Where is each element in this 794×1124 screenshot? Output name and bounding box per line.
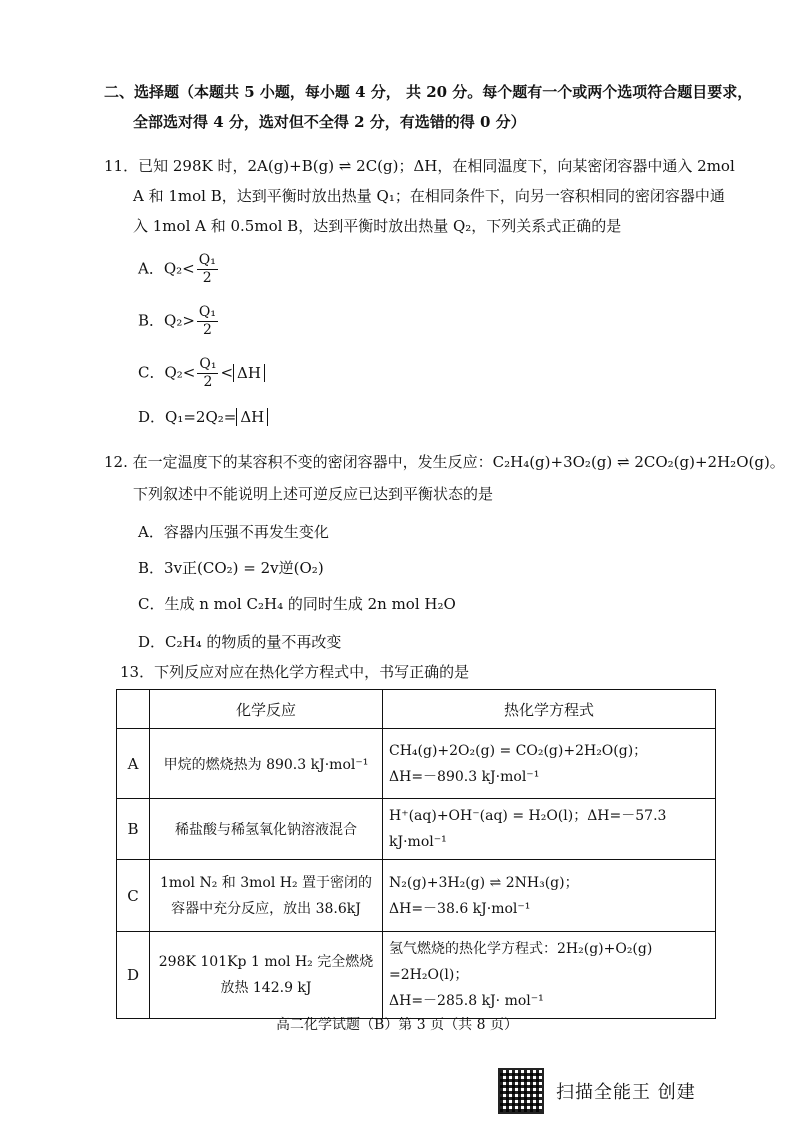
q12-stem-2: 下列叙述中不能说明上述可逆反应已达到平衡状态的是 (133, 485, 494, 503)
q12-option-c: C．生成 n mol C₂H₄ 的同时生成 2n mol H₂O (138, 595, 456, 613)
fraction-den: 2 (202, 270, 212, 286)
equation-line: N₂(g)+3H₂(g) ⇌ 2NH₃(g)； (389, 874, 579, 891)
q11-stem-2: A 和 1mol B，达到平衡时放出热量 Q₁；在相同条件下，向另一容积相同的密闭容器中通 (133, 187, 725, 205)
equation-line: H⁺(aq)+OH⁻(aq) = H₂O(l)；ΔH=－57.3 kJ·mol⁻¹ (389, 808, 667, 850)
q12-stem-1: 12. 在一定温度下的某容积不变的密闭容器中，发生反应：C₂H₄(g)+3O₂(g) ⇌ 2CO₂(g)+2H₂O(g)。 (104, 453, 785, 471)
table-row (117, 729, 716, 799)
equation-line: ΔH=－285.8 kJ· mol⁻¹ (389, 993, 544, 1009)
table-header-row (117, 690, 716, 729)
equation-line: ΔH=－890.3 kJ·mol⁻¹ (389, 768, 540, 785)
row-equation (383, 860, 716, 932)
row-reaction: 甲烷的燃烧热为 890.3 kJ·mol⁻¹ (150, 729, 383, 799)
fraction-num: Q₁ (198, 304, 216, 320)
page-footer: 高二化学试题（B）第 3 页（共 8 页） (276, 1017, 518, 1033)
fraction (197, 356, 218, 391)
q12-option-d: D．C₂H₄ 的物质的量不再改变 (138, 633, 342, 651)
q11-option-a (138, 252, 220, 287)
row-equation (383, 799, 716, 860)
equation-line: 氢气燃烧的热化学方程式：2H₂(g)+O₂(g) =2H₂O(l)； (389, 941, 653, 983)
fraction-num: Q₁ (198, 252, 216, 268)
reaction-line: 298K 101Kp 1 mol H₂ 完全燃烧 (158, 954, 374, 970)
table-header-blank (117, 690, 150, 729)
equation-line: ΔH=－38.6 kJ·mol⁻¹ (389, 900, 531, 917)
q11-option-d (138, 407, 268, 427)
q11-stem-3: 入 1mol A 和 0.5mol B，达到平衡时放出热量 Q₂，下列关系式正确的是 (133, 217, 622, 235)
reaction-line: 放热 142.9 kJ (220, 980, 312, 996)
row-option: B (117, 799, 150, 860)
q11-d-prefix: D．Q₁=2Q₂= (138, 408, 237, 426)
q12-option-a: A．容器内压强不再发生变化 (138, 523, 329, 541)
row-equation (383, 729, 716, 799)
fraction (197, 252, 218, 287)
row-option: A (117, 729, 150, 799)
abs-delta-h: ΔH (236, 408, 268, 426)
table-row (117, 860, 716, 932)
row-reaction (150, 932, 383, 1019)
qr-code-icon (498, 1068, 544, 1114)
reaction-table (116, 689, 716, 1019)
table-header-equation: 热化学方程式 (383, 690, 716, 729)
q13-stem: 13．下列反应对应在热化学方程式中，书写正确的是 (120, 663, 470, 681)
q11-stem-1: 11．已知 298K 时，2A(g)+B(g) ⇌ 2C(g)；ΔH，在相同温度下，向某密闭容器中通入 2mol (104, 157, 735, 175)
table-row (117, 932, 716, 1019)
scanner-watermark: 扫描全能王 创建 (556, 1082, 696, 1103)
q11-b-prefix: B．Q₂> (138, 311, 195, 330)
fraction (197, 304, 218, 339)
q11-a-prefix: A．Q₂< (138, 259, 195, 278)
row-option: D (117, 932, 150, 1019)
section-title: 二、选择题（本题共 5 小题，每小题 4 分， 共 20 分。每个题有一个或两个选项符合题目要求， (104, 83, 753, 101)
q12-option-b: B．3v正(CO₂) = 2v逆(O₂) (138, 559, 324, 577)
abs-delta-h: ΔH (233, 364, 265, 382)
fraction-den: 2 (202, 322, 212, 338)
row-reaction (150, 860, 383, 932)
table-row (117, 799, 716, 860)
row-equation (383, 932, 716, 1019)
reaction-line: 容器中充分反应，放出 38.6kJ (171, 900, 361, 917)
fraction-den: 2 (203, 374, 213, 390)
fraction-num: Q₁ (199, 356, 217, 372)
row-option: C (117, 860, 150, 932)
q11-option-b (138, 304, 220, 339)
section-title-line2: 全部选对得 4 分，选对但不全得 2 分，有选错的得 0 分） (133, 113, 526, 131)
q11-c-prefix: C．Q₂< (138, 363, 196, 382)
q11-option-c (138, 356, 265, 391)
row-reaction: 稀盐酸与稀氢氧化钠溶液混合 (150, 799, 383, 860)
q11-c-mid: < (220, 363, 234, 382)
equation-line: CH₄(g)+2O₂(g) = CO₂(g)+2H₂O(g)； (389, 742, 648, 759)
table-header-reaction: 化学反应 (150, 690, 383, 729)
reaction-line: 1mol N₂ 和 3mol H₂ 置于密闭的 (159, 874, 373, 891)
